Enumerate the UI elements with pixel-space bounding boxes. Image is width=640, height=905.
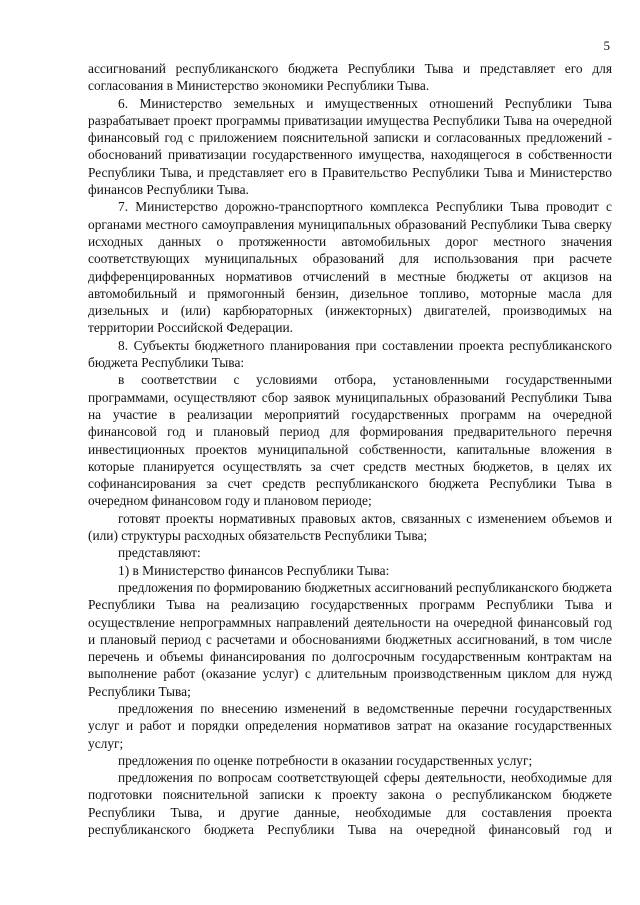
paragraph-service-needs: предложения по оценке потребности в оказании государственных услуг; — [118, 752, 533, 768]
paragraph-budget-proposals: предложения по формированию бюджетных ассигнований республиканского бюджета Республики Тыва на реализацию государственных программ Республики Тыва и осуществление непрограммных направлений деятельности на очередной финансовый год и плановый период с расчетами и обоснованиями бюджетных ассигнований, в том числе перечень и объемы финансирования по долгосрочным государственным контрактам на выполнение работ (оказание услуг) с длительным производственным циклом для нужд Республики Тыва; — [88, 579, 612, 699]
document-body — [88, 60, 612, 838]
page-number: 5 — [603, 38, 610, 53]
paragraph-prepare-acts: готовят проекты нормативных правовых актов, связанных с изменением объемов и (или) структуры расходных обязательств Республики Тыва; — [88, 510, 612, 544]
paragraph-subitem-1: 1) в Министерство финансов Республики Тыва: — [118, 562, 390, 578]
paragraph-item-7: 7. Министерство дорожно-транспортного комплекса Республики Тыва проводит с органами местного самоуправления муниципальных образований Республики Тыва сверку исходных данных о протяженности автомобильных дорог местного значения соответствующих муниципальных образований для использования при расчете дифференцированных нормативов отчислений в местные бюджеты от акцизов на автомобильный и прямогонный бензин, дизельное топливо, моторные масла для дизельных и (или) карбюраторных (инжекторных) двигателей, производимых на территории Российской Федерации. — [88, 199, 612, 336]
paragraph-continuation: ассигнований республиканского бюджета Республики Тыва и представляет его для согласования в Министерство экономики Республики Тыва. — [88, 61, 612, 94]
paragraph-item-8: 8. Субъекты бюджетного планирования при составлении проекта республиканского бюджета Республики Тыва: — [88, 337, 612, 371]
paragraph-explanatory-note: предложения по вопросам соответствующей сферы деятельности, необходимые для подготовки пояснительной записки к проекту закона о республиканском бюджете Республики Тыва, и другие данные, необходимые для составления проекта республиканского бюджета Республики Тыва на очередной финансовый год и — [88, 770, 612, 838]
paragraph-submit: представляют: — [118, 545, 201, 561]
paragraph-service-lists: предложения по внесению изменений в ведомственные перечни государственных услуг и работ и порядки определения нормативов затрат на оказание государственных услуг; — [88, 700, 612, 751]
paragraph-item-6: 6. Министерство земельных и имущественных отношений Республики Тыва разрабатывает проект программы приватизации имущества Республики Тыва на очередной финансовый год с приложением пояснительной записки и согласованных предложений - обоснований приватизации государственного имущества, находящегося в собственности Республики Тыва, и представляет его в Правительство Республики Тыва и Министерство финансов Республики Тыва. — [88, 95, 612, 198]
paragraph-collect-applications: в соответствии с условиями отбора, установленными государственными программами, осуществляют сбор заявок муниципальных образований Республики Тыва на участие в реализации мероприятий государственных программ на очередной финансовой год и плановый период для формирования предварительного перечня инвестиционных проектов муниципальной собственности, капитальные вложения в которые планируется осуществлять за счет средств местных бюджетов, в целях их софинансирования за счет средств республиканского бюджета Республики Тыва в очередном финансовом году и плановом периоде; — [88, 372, 612, 509]
